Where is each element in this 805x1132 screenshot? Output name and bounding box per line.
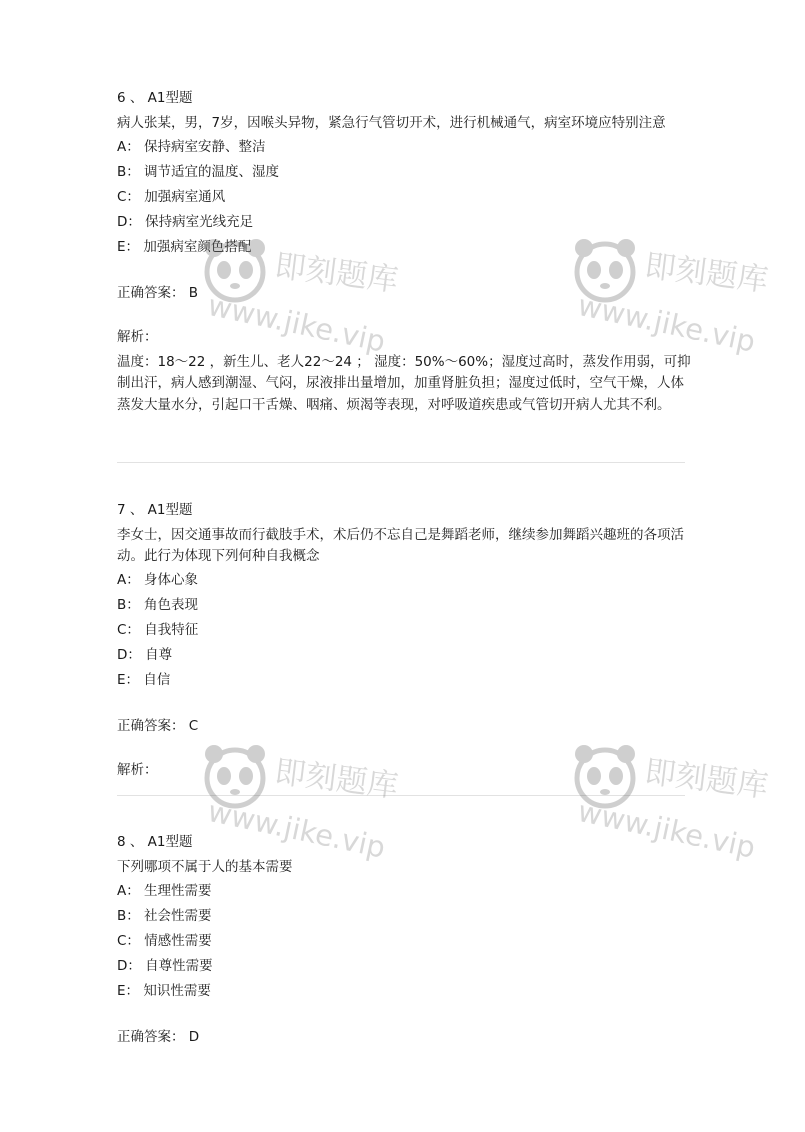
option-c: C： 情感性需要: [117, 932, 212, 949]
watermark-clip: [570, 232, 771, 372]
watermark-brand: 即刻题库: [642, 247, 771, 299]
watermark-brand: 即刻题库: [272, 753, 401, 805]
option-e: E： 加强病室颜色搭配: [117, 238, 252, 255]
watermark-url: www.jike.vip: [574, 794, 759, 865]
option-d: D： 自尊: [117, 646, 173, 663]
watermark-url: www.jike.vip: [204, 288, 389, 359]
question-stem: 病人张某，男，7岁，因喉头异物，紧急行气管切开术，进行机械通气，病室环境应特别注意: [117, 114, 666, 131]
option-d: D： 保持病室光线充足: [117, 213, 254, 230]
question-stem: 李女士，因交通事故而行截肢手术，术后仍不忘自己是舞蹈老师，继续参加舞蹈兴趣班的各项活动。此行为体现下列何种自我概念: [117, 526, 684, 564]
analysis-label: 解析：: [117, 762, 158, 778]
question-header: 6 、 A1型题: [117, 90, 193, 106]
question-stem: 下列哪项不属于人的基本需要: [117, 858, 293, 875]
option-b: B： 角色表现: [117, 596, 199, 613]
panda-icon: [570, 738, 640, 818]
option-a: A： 生理性需要: [117, 882, 212, 899]
question-header: 7 、 A1型题: [117, 502, 193, 518]
option-a: A： 保持病室安静、整洁: [117, 138, 266, 155]
analysis-text: 温度：18～22 ，新生儿、老人22～24 ； 湿度：50%～60%；湿度过高时，蒸发作用弱，可抑制出汗，病人感到潮湿、气闷，尿液排出量增加，加重肾脏负担；湿度过低时，空气干燥，人体蒸发大量水分，引起口干舌燥、咽痛、烦渴等表现，对呼吸道疾患或气管切开病人尤其不利。: [117, 353, 691, 413]
watermark-brand: 即刻题库: [272, 247, 401, 299]
option-a: A： 身体心象: [117, 571, 199, 588]
option-c: C： 自我特征: [117, 621, 199, 638]
correct-answer: 正确答案： B: [117, 284, 199, 301]
option-e: E： 自信: [117, 671, 171, 688]
option-c: C： 加强病室通风: [117, 188, 226, 205]
option-b: B： 调节适宜的温度、湿度: [117, 163, 280, 180]
watermark-url: www.jike.vip: [204, 794, 389, 865]
watermark-clip: [570, 738, 771, 878]
correct-answer: 正确答案： D: [117, 1028, 200, 1045]
question-divider: [117, 462, 685, 463]
analysis-label: 解析：: [117, 329, 158, 345]
option-d: D： 自尊性需要: [117, 957, 213, 974]
correct-answer: 正确答案： C: [117, 717, 199, 734]
option-b: B： 社会性需要: [117, 907, 212, 924]
watermark-url: www.jike.vip: [574, 288, 759, 359]
watermark-brand: 即刻题库: [642, 753, 771, 805]
panda-icon: [570, 232, 640, 312]
question-header: 8 、 A1型题: [117, 834, 193, 850]
option-e: E： 知识性需要: [117, 982, 211, 999]
